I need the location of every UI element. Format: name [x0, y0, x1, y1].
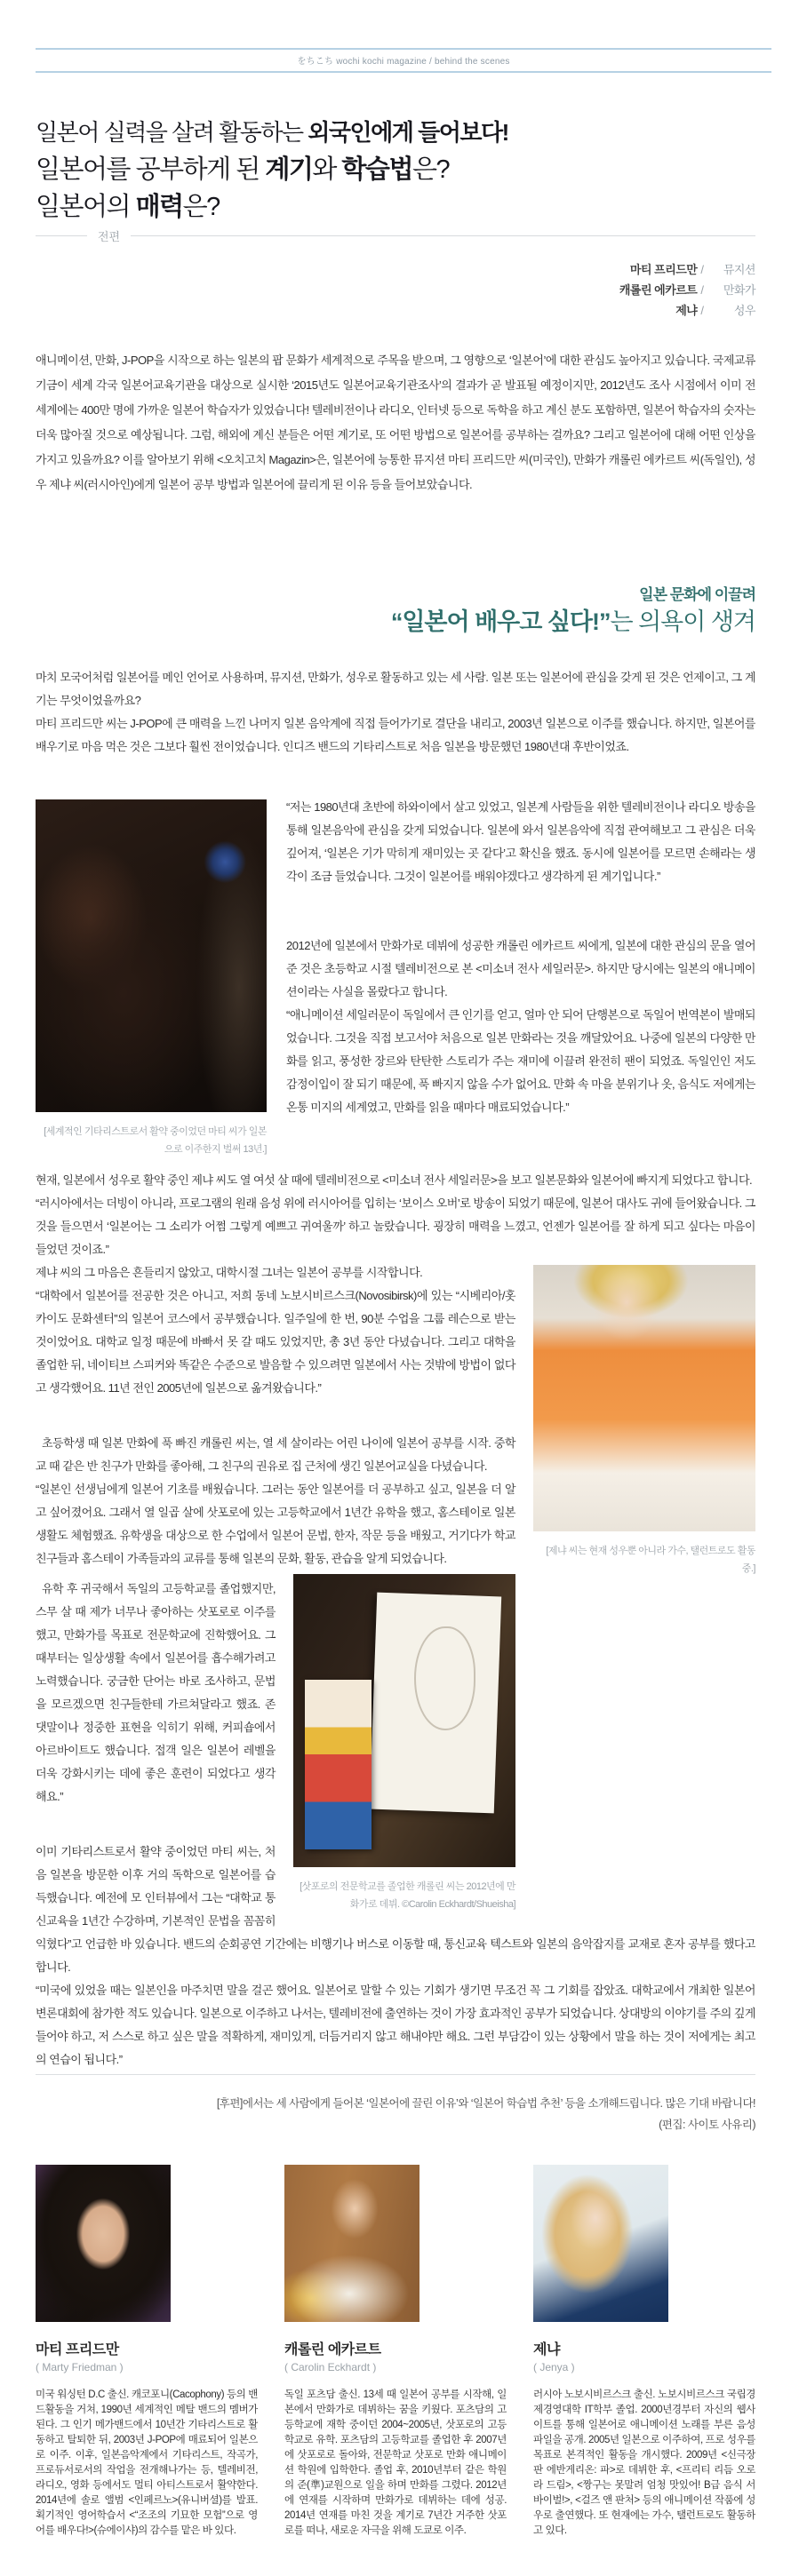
section-subheading: 일본 문화에 이끌려: [639, 586, 755, 603]
part-label: 전편: [98, 230, 121, 243]
profile-bio: 미국 워싱턴 D.C 출신. 캐코포니(Cacophony) 등의 밴드활동을 거쳐, 1990년 세계적인 메탈 밴드의 멤버가 된다. 그 인기 메가밴드에서 10년간 기타리스트로 활동하고 탈퇴한 뒤, 2003년 J-POP에 매료되어 일본으로 이주. 이후, 일본음악계에서 기타리스트, 작곡가, 프로듀서로서의 작업을 전개해나가는 등, 텔레비전, 라디오, 영화 등에서도 멀티 아티스트로서 활약한다. 2014년에 솔로 앨범 <인페르노>(유니버셜)를 발표. 획기적인 영어학습서 <“조조의 기묘한 모험”으로 영어를 배우다!>(슈에이샤)의 감수를 맡은 바 있다.: [36, 2389, 258, 2536]
marty-quote-column: [286, 796, 755, 1176]
footer-note: [36, 2093, 755, 2135]
section-heading-quote: “일본어 배우고 싶다!”: [390, 608, 611, 635]
jenya-desk-photo: [533, 1265, 755, 1531]
profile-name-english: ( Carolin Eckhardt ): [284, 2361, 377, 2373]
profile-name: 캐롤린 에카르트: [284, 2342, 381, 2357]
part-divider-row: [36, 227, 755, 244]
quote-paragraph: “대학에서 일본어를 전공한 것은 아니고, 저희 동네 노보시비르스크(Novosibirsk)에 있는 “시베리아/홋카이도 문화센터”의 일본어 코스에서 공부했습니다. 일주일에 한 번, 90분 수업을 그룹 레슨으로 받는 것이었어요. 대학교 일정 때문에 바빠서 못 갈 때도 있었지만, 총 3년 동안 다녔습니다. 그리고 대학을 졸업한 뒤, 네이티브 스피커와 똑같은 수준으로 발음할 수 있으려면 일본에서 사는 것밖에 방법이 없다고 생각했어요. 11년 전인 2005년에 일본으로 옮겨왔습니다.”: [36, 1289, 515, 1395]
byline: [619, 259, 755, 321]
title-line-2-c: 와: [312, 155, 342, 184]
byline-row: [619, 280, 755, 300]
title-line-2-e: 은?: [411, 155, 450, 184]
title-line-3-a: 일본어의: [36, 193, 136, 221]
byline-separator: /: [700, 263, 704, 276]
marty-media-section: [36, 796, 755, 1176]
quote-paragraph: “애니메이션 세일러문이 독일에서 큰 인기를 얻고, 얼마 안 되어 단행본으로 독일어 번역본이 발매되었습니다. 그것을 직접 보고서야 처음으로 일본 만화라는 것을 깨달았어요. 나중에 일본의 다양한 만화를 읽고, 풍성한 장르와 탄탄한 스토리가 주는 재미에 이끌려 완전히 팬이 되었죠. 독일인인 저도 감정이입이 잘 되기 때문에, 푹 빠지지 않을 수가 없어요. 만화 속 마을 분위기나 옷, 음식도 저에게는 온통 미지의 세계였고, 만화를 읽을 때마다 매료되었습니다.”: [286, 1008, 755, 1114]
marty-live-caption: [세계적인 기타리스트로서 활약 중이었던 마티 씨가 일본으로 이주한지 벌써 13년.]: [44, 1126, 267, 1155]
section-main-heading: [391, 606, 755, 638]
profiles-section: [36, 2165, 755, 2539]
byline-role: 뮤지션: [723, 263, 755, 276]
magazine-header-label: をちこち wochi kochi magazine / behind the scenes: [297, 57, 510, 67]
byline-name: 마티 프리드만: [629, 263, 698, 276]
profile-name-english: ( Jenya ): [533, 2361, 575, 2373]
manga-sketch-graphic: [414, 1626, 475, 1729]
paragraph: 초등학생 때 일본 만화에 푹 빠진 캐롤린 씨는, 열 세 살이라는 어린 나이에 일본어 공부를 시작. 중학교 때 같은 반 친구가 만화를 좋아해, 그 친구의 권유로 집 근처에 생긴 일본어교실을 다녔습니다.: [36, 1436, 515, 1473]
paragraph: 2012년에 일본에서 만화가로 데뷔에 성공한 캐롤린 에카르트 씨에게, 일본에 대한 관심의 문을 열어준 것은 초등학교 시절 텔레비전으로 본 <미소녀 전사 세일러문>. 하지만 당시에는 일본의 애니메이션이라는 사실을 몰랐다고 합니다.: [286, 939, 755, 998]
marty-live-photo: [36, 799, 267, 1112]
paragraph: 제냐 씨의 그 마음은 흔들리지 않았고, 대학시절 그녀는 일본어 공부를 시작합니다.: [36, 1266, 423, 1279]
byline-separator: /: [700, 304, 704, 317]
paragraph: 현재, 일본에서 성우로 활약 중인 제냐 씨도 열 여섯 살 때에 텔레비전으로 <미소녀 전사 세일러문>을 보고 일본문화와 일본어에 빠지게 되었다고 합니다.: [36, 1173, 753, 1187]
title-line-3-b: 매력: [135, 193, 183, 221]
byline-row: [619, 300, 755, 321]
title-line-2-b: 계기: [265, 155, 313, 184]
byline-row: [619, 259, 755, 280]
title-line-2-a: 일본어를 공부하게 된: [36, 155, 266, 184]
gutentag-manga-figure: [293, 1574, 515, 1913]
marty-live-figure: [36, 799, 267, 1158]
page-title: [36, 114, 755, 226]
title-line-1-regular: 일본어 실력을 살려 활동하는: [36, 119, 308, 146]
quote-paragraph: “저는 1980년대 초반에 하와이에서 살고 있었고, 일본계 사람들을 위한 텔레비전이나 라디오 방송을 통해 일본음악에 관심을 갖게 되었습니다. 일본에 와서 일본음악에 직접 관여해보고 그 관심은 더욱 깊어져, ‘일본은 기가 막히게 재미있는 곳 같다’고 확신을 했죠. 동시에 일본어를 모르면 손해라는 생각이 조금 들었습니다. 그것이 일본어를 배워야겠다고 생각하게 된 계기입니다.”: [286, 800, 755, 883]
section-heading-rest: 는 의욕이 생겨: [610, 608, 755, 635]
gutentag-manga-photo: [293, 1574, 515, 1867]
title-line-1: [36, 114, 755, 151]
part-divider-line-left: [36, 235, 87, 236]
title-line-2: [36, 151, 755, 188]
byline-name: 제냐: [675, 304, 698, 317]
title-line-3-c: 은?: [182, 193, 220, 221]
article-body: [36, 1169, 755, 2070]
byline-name: 캐롤린 에카르트: [619, 283, 698, 297]
part-divider-line-right: [131, 235, 755, 236]
paragraph: 마치 모국어처럼 일본어를 메인 언어로 사용하며, 뮤지션, 만화가, 성우로 활동하고 있는 세 사람. 일본 또는 일본어에 관심을 갖게 된 것은 언제이고, 그 계기는 무엇이었을까요?: [36, 671, 755, 707]
profile-bio: 독일 포츠담 출신. 13세 때 일본어 공부를 시작해, 일본에서 만화가로 데뷔하는 꿈을 키웠다. 포츠담의 고등학교에 재학 중이던 2004~2005년, 삿포로의 고등학교로 유학. 포츠담의 고등학교를 졸업한 후 2007년에 삿포로로 돌아와, 전문학교 삿포로 만화 애니메이션 학원에 입학한다. 졸업 후, 2010년부터 같은 학원의 준(準)교원으로 일을 하며 만화를 그렸다. 2012년에 연재를 시작하며 만화가로 데뷔하는 데에 성공. 2014년 연재를 마친 것을 계기로 7년간 거주한 삿포로를 떠나, 새로운 자극을 위해 도쿄로 이주.: [284, 2389, 507, 2536]
paragraph: 마티 프리드만 씨는 J-POP에 큰 매력을 느낀 나머지 일본 음악계에 직접 들어가기로 결단을 내리고, 2003년 일본으로 이주를 했습니다. 하지만, 일본어를 배우기로 마음 먹은 것은 그보다 훨씬 전이었습니다. 인디즈 밴드의 기타리스트로 처음 일본을 방문했던 1980년대 후반이었죠.: [36, 717, 755, 753]
quote-paragraph: “미국에 있었을 때는 일본인을 마주치면 말을 걸곤 했어요. 일본어로 말할 수 있는 기회가 생기면 무조건 꼭 그 기회를 잡았죠. 대학교에서 개최한 일본어 변론대회에 참가한 적도 있습니다. 일본으로 이주하고 나서는, 텔레비전에 출연하는 것이 가장 효과적인 공부가 되었습니다. 상대방의 이야기를 주의 깊게 들어야 하고, 저 스스로 하고 싶은 말을 적확하게, 재미있게, 더듬거리지 않고 해내야만 해요. 그런 부담감이 있는 상황에서 말을 하는 것이 저에게는 최고의 연습이 됩니다.”: [36, 1984, 755, 2066]
magazine-header-bar: [36, 48, 771, 73]
paragraph: 이미 기타리스트로서 활약 중이었던 마티 씨는, 처음 일본을 방문한 이후 거의 독학으로 일본어를 습득했습니다. 예전에 모 인터뷰에서 그는 “대학교 통신교육을 1년간 수강하며, 기본적인 문법을 꼼꼼히 익혔다”고 언급한 바 있습니다. 밴드의 순회공연 기간에는 비행기나 버스로 이동할 때, 통신교육 텍스트와 일본의 음악잡지를 교재로 혼자 공부를 했다고 합니다.: [36, 1845, 755, 1974]
byline-separator: /: [700, 283, 704, 297]
carolin-portrait-photo: [284, 2165, 419, 2322]
profile-card-marty: [36, 2165, 258, 2539]
title-line-3: [36, 188, 755, 226]
manga-cover-graphic: [305, 1680, 372, 1849]
profile-name-english: ( Marty Friedman ): [36, 2361, 124, 2373]
section-divider: [36, 2074, 755, 2075]
lead-paragraphs: [36, 666, 755, 792]
jenya-desk-caption: [제냐 씨는 현재 성우뿐 아니라 가수, 탤런트로도 활동 중.]: [546, 1546, 755, 1574]
profile-name: 제냐: [533, 2342, 560, 2357]
paragraph: 유학 후 귀국해서 독일의 고등학교를 졸업했지만, 스무 살 때 제가 너무나 좋아하는 삿포로로 이주를 했고, 만화가를 목표로 전문학교에 진학했어요. 그때부터는 일상생활 속에서 일본어를 흡수해가려고 노력했습니다. 궁금한 단어는 바로 조사하고, 문법을 모르겠으면 친구들한테 가르쳐달라고 했죠. 존댓말이나 정중한 표현을 익히기 위해, 커피숍에서 아르바이트도 했습니다. 접객 일은 일본어 레벨을 더욱 강화시키는 데에 좋은 훈련이 되었다고 생각해요.”: [36, 1582, 276, 1803]
profile-name: 마티 프리드만: [36, 2342, 119, 2357]
byline-role: 만화가: [723, 283, 755, 297]
profile-card-carolin: [284, 2165, 507, 2539]
profile-bio: 러시아 노보시비르스크 출신. 노보시비르스크 국립경제경영대학 IT학부 졸업. 2000년경부터 자신의 웹사이트를 통해 일본어로 애니메이션 노래를 부른 음성파일을 공개. 2005년 일본으로 이주하여, 프로 성우를 목표로 본격적인 활동을 개시했다. 2009년 <신극장판 에반게리온: 파>로 데뷔한 후, <프리티 리듬 오로라 드림>, <짱구는 못말려 엄청 맛있어! B급 음식 서바이벌!>, <걸즈 앤 판처> 등의 애니메이션 작품에 성우로 출연했다. 또 현재에는 가수, 탤런트로도 활동하고 있다.: [533, 2389, 755, 2536]
title-line-2-d: 학습법: [341, 155, 412, 184]
section-heading: [391, 584, 755, 638]
jenya-desk-figure: [533, 1265, 755, 1578]
profile-card-jenya: [533, 2165, 755, 2539]
marty-portrait-photo: [36, 2165, 171, 2322]
intro-paragraph: 애니메이션, 만화, J-POP을 시작으로 하는 일본의 팝 문화가 세계적으로 주목을 받으며, 그 영향으로 ‘일본어’에 대한 관심도 높아지고 있습니다. 국제교류기금이 세계 각국 일본어교육기관을 대상으로 실시한 ‘2015년도 일본어교육기관조사’의 결과가 곧 발표될 예정이지만, 2012년도 조사 시점에서 이미 전 세계에는 400만 명에 가까운 일본어 학습자가 있었습니다! 텔레비전이나 라디오, 인터넷 등으로 독학을 하고 계신 분도 포함하면, 일본어 학습자의 숫자는 더욱 많아질 것으로 예상됩니다. 그럼, 해외에 계신 분들은 어떤 계기로, 또 어떤 방법으로 일본어를 공부하는 걸까요? 그리고 일본어에 대해 어떤 인상을 가지고 있을까요? 이를 알아보기 위해 <오치고치 Magazin>은, 일본어에 능통한 뮤지션 마티 프리드만 씨(미국인), 만화가 캐롤린 에카르트 씨(독일인), 성우 제냐 씨(러시아인)에게 일본어 공부 방법과 일본어에 끌리게 된 이유 등을 들어보았습니다.: [36, 354, 755, 490]
jenya-portrait-photo: [533, 2165, 668, 2322]
gutentag-manga-caption: [삿포로의 전문학교를 졸업한 캐롤린 씨는 2012년에 만화가로 데뷔. ©Carolin Eckhardt/Shueisha]: [300, 1881, 515, 1910]
quote-paragraph: “러시아에서는 더빙이 아니라, 프로그램의 원래 음성 위에 러시아어를 입히는 ‘보이스 오버’로 방송이 되었기 때문에, 일본어 대사도 귀에 들어왔습니다. 그것을 들으면서 ‘일본어는 그 소리가 어쩜 그렇게 예쁘고 귀여울까’ 하고 놀랐습니다. 굉장히 매력을 느꼈고, 언젠가 일본어를 잘 하게 되고 싶다는 마음이 들었던 것이죠.”: [36, 1197, 755, 1256]
next-part-note: [후편]에서는 세 사람에게 들어본 ‘일본어에 끌린 이유’와 ‘일본어 학습법 추천’ 등을 소개해드립니다. 많은 기대 바랍니다!: [216, 2097, 755, 2110]
editor-credit: (편집: 사이토 사유리): [659, 2119, 755, 2131]
quote-paragraph: “일본인 선생님에게 일본어 기초를 배웠습니다. 그러는 동안 일본어를 더 공부하고 싶고, 일본을 더 알고 싶어졌어요. 그래서 열 일곱 살에 삿포로에 있는 고등학교에서 1년간 유학을 했고, 홈스테이로 일본생활도 체험했죠. 유학생을 대상으로 한 수업에서 일본어 문법, 한자, 작문 등을 배웠고, 거기다가 학교 친구들과 홈스테이 가족들과의 교류를 통해 일본의 문화, 활동, 관습을 알게 되었습니다.: [36, 1483, 515, 1565]
byline-role: 성우: [733, 304, 755, 317]
title-line-1-bold: 외국인에게 들어보다!: [308, 119, 508, 146]
